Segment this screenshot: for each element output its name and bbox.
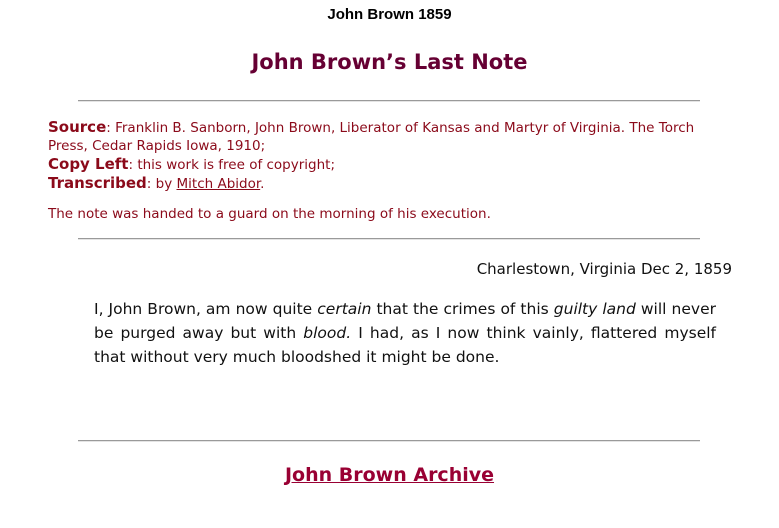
archive-link[interactable]: John Brown Archive — [284, 464, 495, 486]
transcriber-link[interactable]: Mitch Abidor — [176, 176, 261, 192]
transcribed-text: : by — [146, 176, 177, 192]
letter-emphasis-1: certain — [317, 300, 372, 318]
dateline: Charlestown, Virginia Dec 2, 1859 — [476, 260, 732, 278]
copyleft-text: : this work is free of copyright; — [128, 157, 336, 173]
execution-note: The note was handed to a guard on the morning of his execution. — [48, 206, 491, 222]
letter-emphasis-2: guilty land — [553, 300, 636, 318]
transcribed-line — [48, 174, 708, 193]
letter-part-2: that the crimes of this — [371, 300, 554, 318]
footer — [0, 464, 779, 486]
source-line — [48, 118, 708, 155]
copyleft-line — [48, 155, 708, 174]
source-label: Source — [48, 118, 107, 136]
page-title: John Brown’s Last Note — [251, 50, 528, 74]
divider-top — [78, 100, 700, 102]
letter-part-4: I had, as I now think vainly, flattered myself that without very much bloodshed it might be done. — [94, 324, 716, 366]
transcribed-end: . — [260, 176, 265, 192]
letter-part-1: I, John Brown, am now quite — [94, 300, 318, 318]
site-header: John Brown 1859 — [327, 6, 452, 23]
source-text: : Franklin B. Sanborn, John Brown, Liberator of Kansas and Martyr of Virginia. The Torch Press, Cedar Rapids Iowa, 1910; — [48, 120, 695, 154]
divider-middle — [78, 238, 700, 240]
copyleft-label: Copy Left — [48, 155, 129, 173]
transcribed-label: Transcribed — [48, 174, 147, 192]
letter-emphasis-3: blood. — [303, 324, 352, 342]
source-info — [48, 118, 708, 193]
letter-body — [94, 297, 716, 369]
divider-bottom — [78, 440, 700, 442]
letter-part-3: will never be purged away but with — [94, 300, 716, 342]
